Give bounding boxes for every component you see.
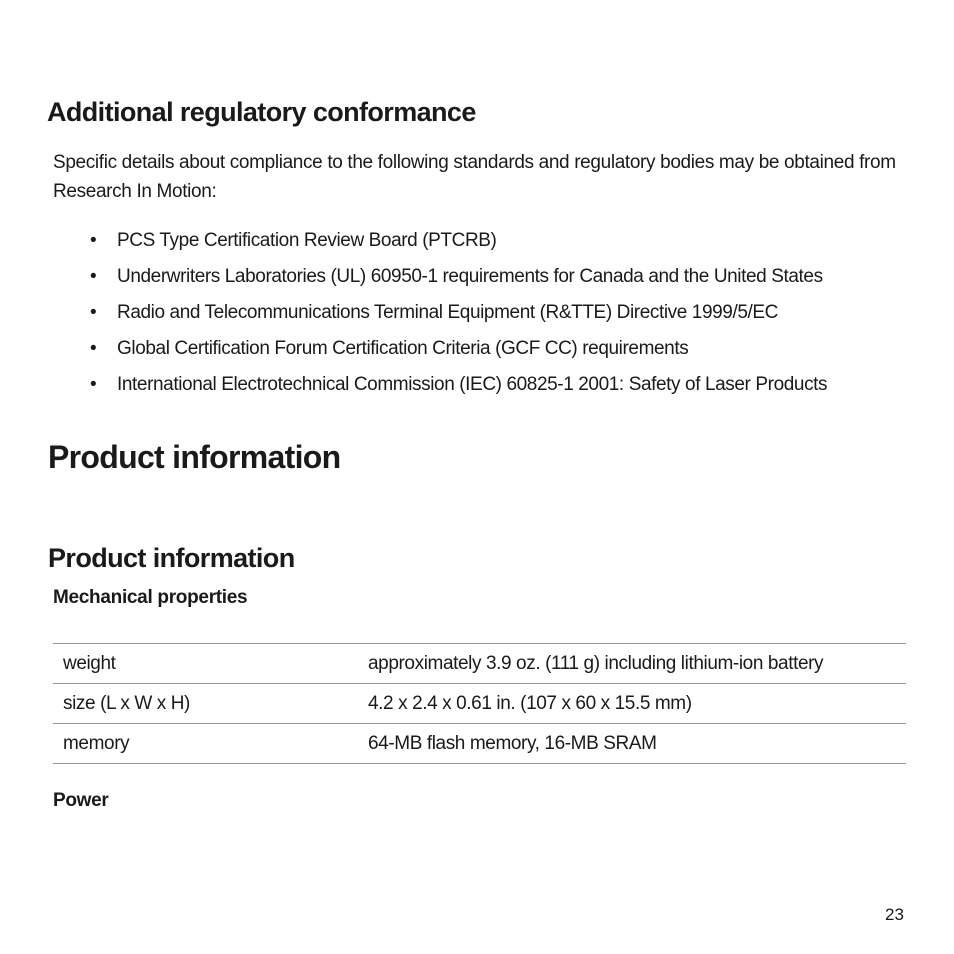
list-item-text: Global Certification Forum Certification Criteria (GCF CC) requirements: [117, 338, 689, 359]
property-cell: memory: [53, 724, 368, 764]
value-cell: 64-MB flash memory, 16-MB SRAM: [368, 724, 906, 764]
list-item: [90, 298, 920, 334]
table-row: [53, 724, 906, 764]
bullet-icon: •: [90, 338, 97, 359]
regulatory-heading: Additional regulatory conformance: [47, 97, 476, 127]
bullet-icon: •: [90, 302, 97, 323]
power-heading: Power: [53, 790, 109, 811]
bullet-icon: •: [90, 374, 97, 395]
list-item: [90, 334, 920, 370]
list-item-text: Radio and Telecommunications Terminal Equipment (R&TTE) Directive 1999/5/EC: [117, 302, 778, 323]
product-info-heading: Product information: [48, 543, 295, 573]
value-cell: approximately 3.9 oz. (111 g) including lithium-ion battery: [368, 644, 906, 684]
bullet-icon: •: [90, 230, 97, 251]
page-number: 23: [885, 905, 904, 924]
chapter-title: Product information: [48, 439, 341, 475]
list-item-text: International Electrotechnical Commission (IEC) 60825-1 2001: Safety of Laser Products: [117, 374, 828, 395]
mechanical-properties-table: [53, 643, 906, 764]
list-item: [90, 226, 920, 262]
property-cell: size (L x W x H): [53, 684, 368, 724]
list-item-text: Underwriters Laboratories (UL) 60950-1 requirements for Canada and the United States: [117, 266, 823, 287]
regulatory-list: [90, 226, 920, 406]
list-item-text: PCS Type Certification Review Board (PTCRB): [117, 230, 497, 251]
mechanical-properties-heading: Mechanical properties: [53, 587, 248, 608]
table-row: [53, 684, 906, 724]
property-cell: weight: [53, 644, 368, 684]
list-item: [90, 370, 920, 406]
table-row: [53, 644, 906, 684]
list-item: [90, 262, 920, 298]
value-cell: 4.2 x 2.4 x 0.61 in. (107 x 60 x 15.5 mm): [368, 684, 906, 724]
bullet-icon: •: [90, 266, 97, 287]
regulatory-intro-paragraph: Specific details about compliance to the following standards and regulatory bodies may be obtained from Research In Motion:: [53, 152, 896, 202]
